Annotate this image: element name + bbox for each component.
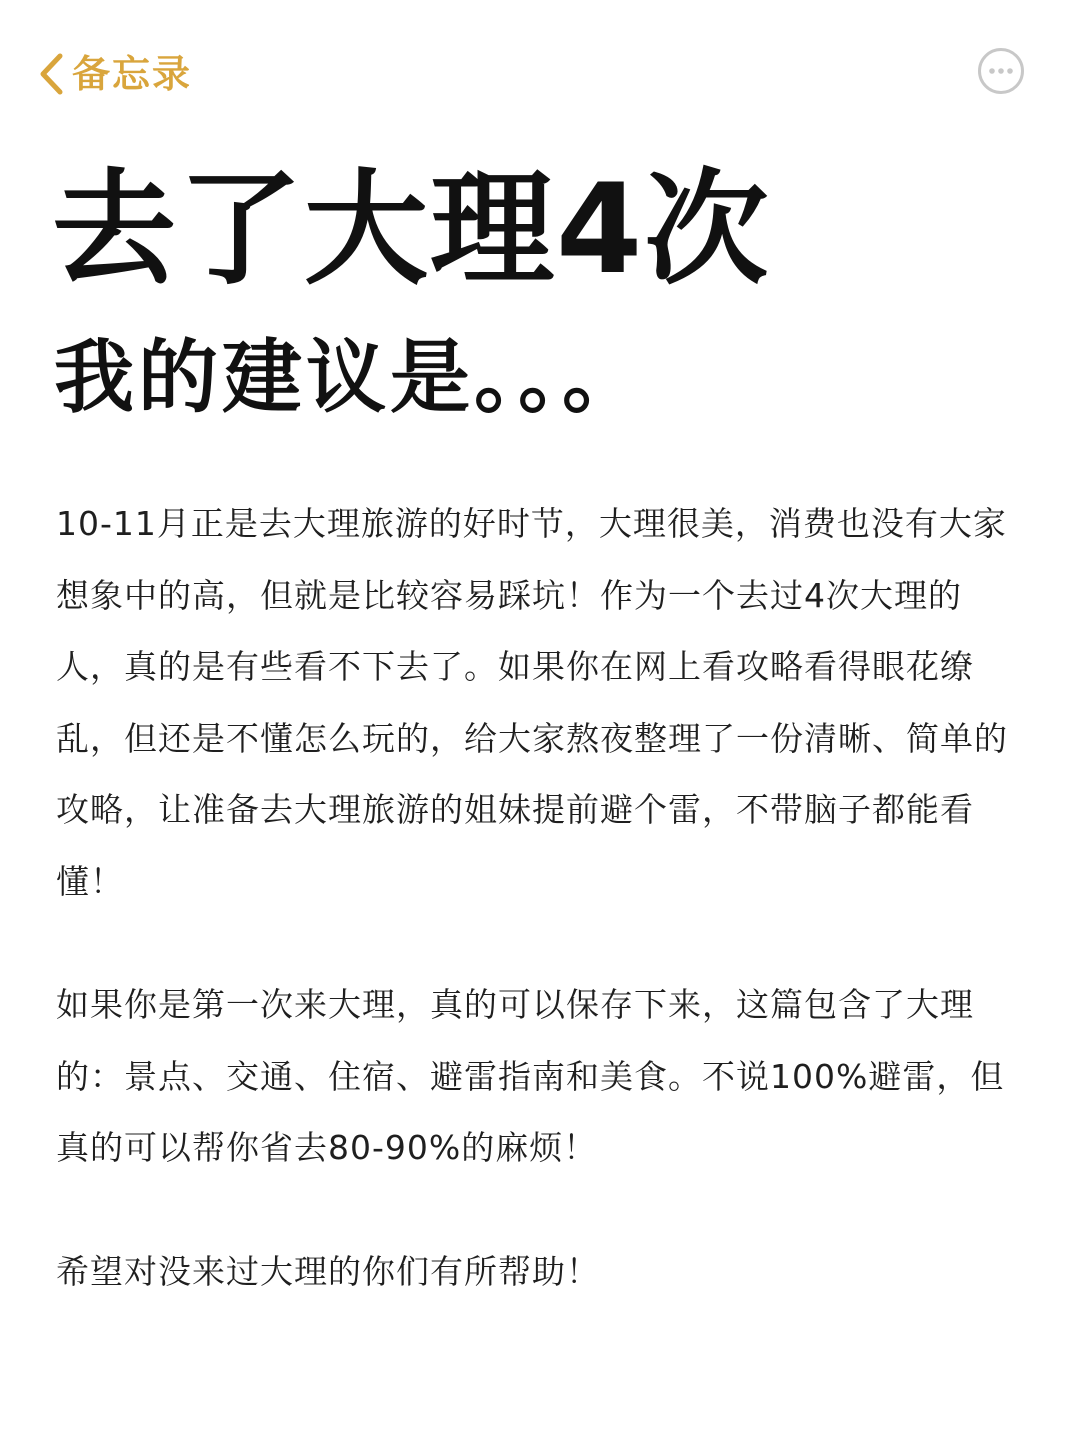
note-title: 去了大理4次 — [52, 158, 771, 302]
more-horizontal-icon — [977, 80, 1025, 99]
note-paragraph: 如果你是第一次来大理，真的可以保存下来，这篇包含了大理的：景点、交通、住宿、避雷指南和美食。不说100%避雷，但真的可以帮你省去80-90%的麻烦！ — [56, 985, 1005, 1167]
back-label: 备忘录 — [72, 52, 193, 96]
back-button[interactable] — [36, 48, 192, 100]
nav-bar — [0, 0, 1080, 150]
chevron-left-icon — [36, 51, 66, 97]
note-subtitle: 我的建议是。。。 — [54, 331, 646, 424]
more-options-button[interactable] — [977, 47, 1025, 95]
note-paragraph: 10-11月正是去大理旅游的好时节，大理很美，消费也没有大家想象中的高，但就是比较容易踩坑！作为一个去过4次大理的人，真的是有些看不下去了。如果你在网上看攻略看得眼花缭乱，但还是不懂怎么玩的，给大家熬夜整理了一份清晰、简单的攻略，让准备去大理旅游的姐妹提前避个雷，不带脑子都能看懂！ — [56, 504, 1008, 901]
note-paragraph: 希望对没来过大理的你们有所帮助！ — [56, 1251, 600, 1291]
note-body — [56, 488, 1028, 1307]
